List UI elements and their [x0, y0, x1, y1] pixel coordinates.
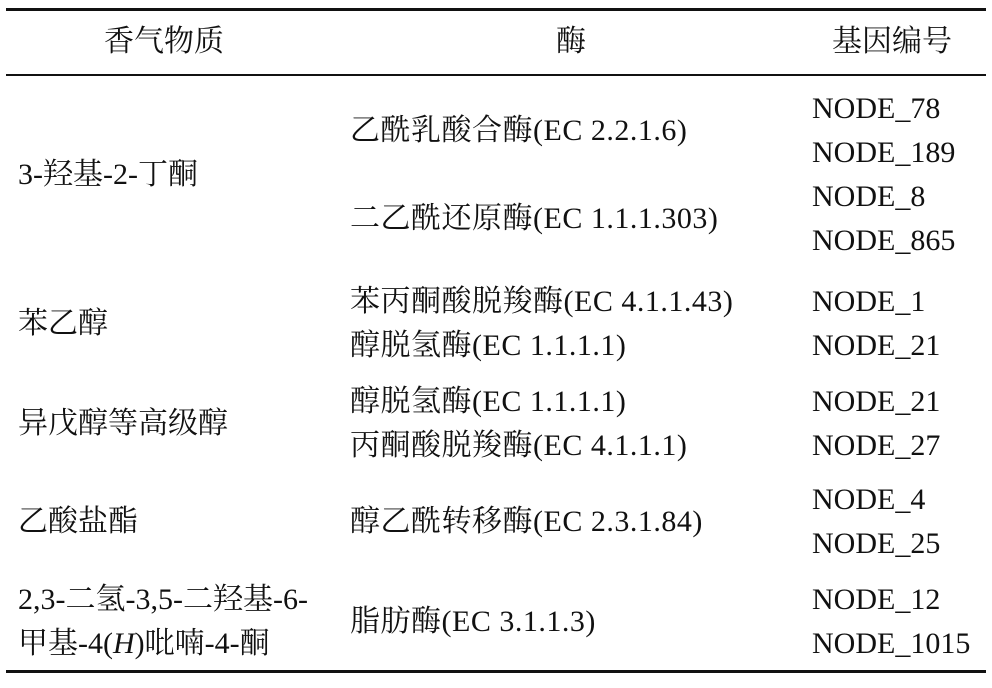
header-enzyme: 酶 — [556, 25, 586, 58]
bottom-rule — [6, 670, 986, 673]
substance-text: )吡喃-4-酮 — [134, 627, 270, 660]
substance-cell: 3-羟基-2-丁酮 — [18, 158, 198, 191]
gene-cell: NODE_865 — [812, 224, 956, 257]
enzyme-cell: 丙酮酸脱羧酶(EC 4.1.1.1) — [350, 429, 688, 462]
enzyme-cell: 醇脱氢酶(EC 1.1.1.1) — [350, 385, 627, 418]
gene-cell: NODE_21 — [812, 385, 941, 418]
gene-cell: NODE_8 — [812, 180, 926, 213]
gene-cell: NODE_1015 — [812, 627, 971, 660]
substance-text: 甲基-4( — [18, 627, 113, 660]
gene-cell: NODE_189 — [812, 136, 956, 169]
gene-cell: NODE_12 — [812, 583, 941, 616]
substance-cell-line1: 2,3-二氢-3,5-二羟基-6- — [18, 583, 308, 616]
substance-italic-text: H — [112, 627, 135, 660]
enzyme-cell: 醇脱氢酶(EC 1.1.1.1) — [350, 329, 627, 362]
enzyme-cell: 脂肪酶(EC 3.1.1.3) — [350, 605, 596, 638]
substance-cell: 异戊醇等高级醇 — [18, 407, 228, 440]
header-substance: 香气物质 — [104, 25, 224, 58]
gene-cell: NODE_4 — [812, 483, 926, 516]
top-rule — [6, 8, 986, 11]
header-gene: 基因编号 — [832, 25, 952, 58]
gene-cell: NODE_25 — [812, 527, 941, 560]
enzyme-cell: 苯丙酮酸脱羧酶(EC 4.1.1.43) — [350, 285, 734, 318]
substance-cell: 乙酸盐酯 — [18, 505, 138, 538]
gene-cell: NODE_1 — [812, 285, 926, 318]
gene-cell: NODE_21 — [812, 329, 941, 362]
substance-cell-line2 — [18, 622, 270, 666]
gene-cell: NODE_27 — [812, 429, 941, 462]
enzyme-cell: 二乙酰还原酶(EC 1.1.1.303) — [350, 202, 719, 235]
header-rule — [6, 74, 986, 76]
substance-cell: 苯乙醇 — [18, 307, 108, 340]
enzyme-cell: 醇乙酰转移酶(EC 2.3.1.84) — [350, 505, 703, 538]
gene-cell: NODE_78 — [812, 92, 941, 125]
enzyme-cell: 乙酰乳酸合酶(EC 2.2.1.6) — [350, 114, 688, 147]
